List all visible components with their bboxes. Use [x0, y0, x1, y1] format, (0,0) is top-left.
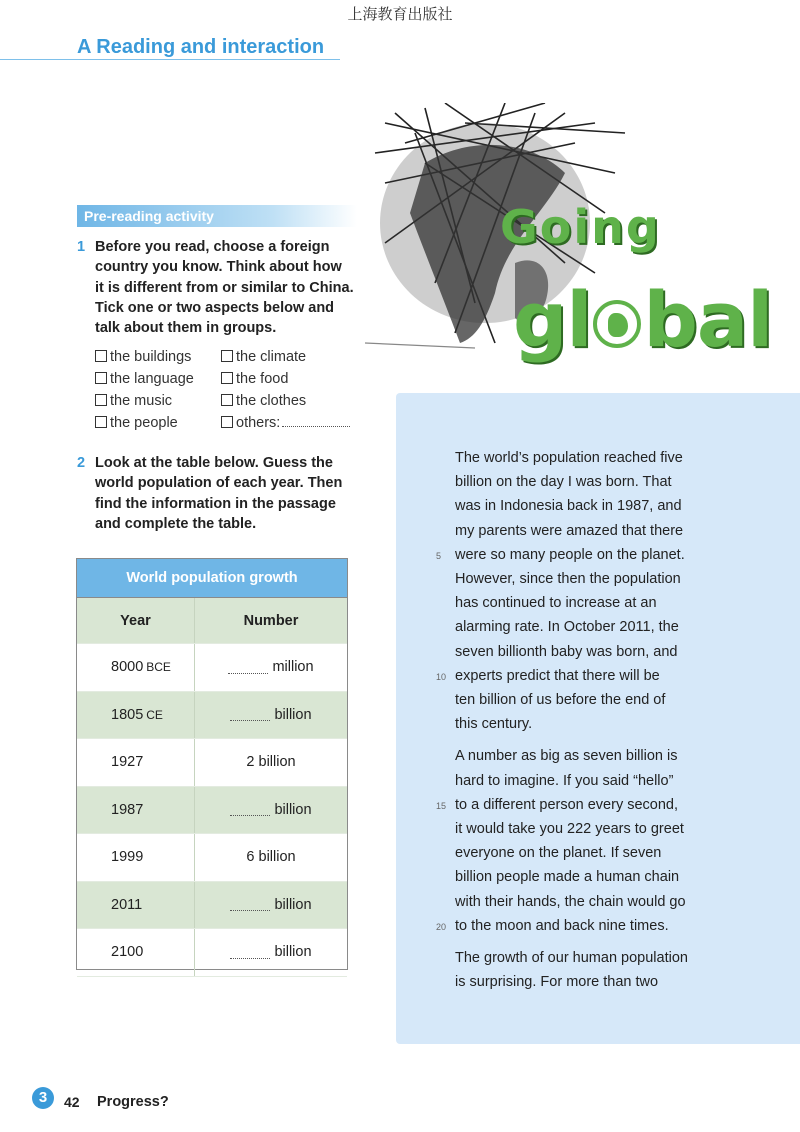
passage: [436, 446, 785, 1002]
number-cell: [195, 787, 347, 834]
question-1: [77, 237, 362, 338]
passage-line: [455, 970, 785, 994]
checkbox-others[interactable]: [221, 415, 350, 431]
question-2-number: 2: [77, 455, 86, 471]
passage-line: [455, 946, 785, 970]
answer-blank[interactable]: [230, 708, 270, 721]
question-1-number: 1: [77, 239, 86, 255]
number-cell: [195, 644, 347, 691]
question-line: Look at the table below. Guess the: [95, 455, 333, 471]
passage-line: [455, 615, 785, 639]
checkbox-climate[interactable]: [221, 349, 306, 365]
checkbox-label: the buildings: [110, 349, 192, 365]
checkbox-label: the people: [110, 415, 178, 431]
question-line: find the information in the passage: [95, 495, 336, 512]
question-line: Before you read, choose a foreign: [95, 239, 330, 255]
passage-paragraph: [436, 744, 785, 938]
passage-line: [455, 567, 785, 591]
table-row: [77, 644, 347, 692]
passage-line: [455, 744, 785, 768]
table-row: [77, 882, 347, 930]
checkbox-label: the food: [236, 371, 289, 387]
year-value: 2100: [111, 944, 144, 961]
question-line: and complete the table.: [95, 515, 257, 532]
unit-label: billion: [274, 706, 312, 723]
checkbox-icon[interactable]: [95, 416, 107, 428]
passage-paragraph: [436, 446, 785, 736]
title-global: [513, 275, 772, 364]
year-value: 1987: [111, 801, 144, 818]
number-cell: [195, 882, 347, 929]
question-line: it is different from or similar to China.: [95, 279, 354, 296]
number-cell: [195, 834, 347, 881]
page-number: 42: [64, 1094, 80, 1110]
checkbox-language[interactable]: [95, 371, 194, 387]
number-cell: [195, 692, 347, 739]
checkbox-food[interactable]: [221, 371, 288, 387]
checkbox-buildings[interactable]: [95, 349, 191, 365]
passage-text: The growth of our human population: [455, 950, 688, 967]
passage-text: A number as big as seven billion is: [455, 748, 678, 765]
title-going: Going: [500, 200, 661, 254]
pre-reading-banner: [77, 205, 357, 227]
passage-line: [455, 769, 785, 793]
passage-line: [455, 688, 785, 712]
passage-paragraph: [455, 946, 785, 994]
section-rule: [0, 59, 340, 60]
answer-blank[interactable]: [230, 898, 270, 911]
year-value: 1927: [111, 754, 144, 771]
title-global-part2: bal: [643, 275, 773, 364]
checkbox-icon[interactable]: [221, 372, 233, 384]
section-title: A Reading and interaction: [77, 36, 325, 58]
year-cell: [77, 644, 195, 691]
number-cell: [195, 739, 347, 786]
table-row: [77, 929, 347, 977]
answer-blank[interactable]: [230, 803, 270, 816]
title-global-part1: gl: [513, 275, 592, 364]
era-label: CE: [146, 707, 163, 722]
question-line: talk about them in groups.: [95, 320, 277, 337]
passage-text: to a different person every second,: [455, 796, 679, 813]
passage-line: [455, 446, 785, 470]
year-cell: [77, 882, 195, 929]
passage-text: hard to imagine. If you said “hello”: [455, 772, 674, 789]
passage-text: seven billionth baby was born, and: [455, 643, 678, 660]
unit-label: billion: [274, 801, 312, 818]
question-line: Tick one or two aspects below and: [95, 299, 335, 316]
checkbox-icon[interactable]: [95, 350, 107, 362]
checkbox-people[interactable]: [95, 415, 178, 431]
unit-label: million: [272, 659, 314, 676]
table-row: [77, 692, 347, 740]
checkbox-icon[interactable]: [95, 394, 107, 406]
checkbox-label: the music: [110, 393, 173, 409]
year-cell: [77, 692, 195, 739]
passage-line: [455, 519, 785, 543]
passage-line: [455, 640, 785, 664]
line-number: 15: [436, 800, 447, 811]
number-value: 6 billion: [246, 849, 296, 866]
checkbox-icon[interactable]: [221, 350, 233, 362]
passage-line: [455, 817, 785, 841]
passage-text: has continued to increase at an: [455, 595, 657, 612]
passage-line: [455, 470, 785, 494]
unit-label: billion: [274, 896, 312, 913]
question-line: country you know. Think about how: [95, 259, 342, 276]
table-row: [77, 787, 347, 835]
line-number: 5: [436, 550, 442, 561]
line-number: 10: [436, 671, 447, 682]
passage-text: was in Indonesia back in 1987, and: [455, 498, 682, 515]
unit-title: Progress?: [97, 1094, 169, 1110]
table-row: [77, 739, 347, 787]
year-cell: [77, 929, 195, 976]
passage-text: is surprising. For more than two: [455, 974, 659, 991]
passage-text: this century.: [455, 716, 533, 733]
year-cell: [77, 739, 195, 786]
unit-label: billion: [274, 944, 312, 961]
passage-text: billion people made a human chain: [455, 869, 680, 886]
passage-line: [455, 591, 785, 615]
col-number-header: Number: [243, 612, 299, 629]
table-header-row: [77, 598, 347, 644]
table-title: World population growth: [77, 559, 347, 598]
passage-line: [455, 865, 785, 889]
passage-line: [455, 494, 785, 518]
answer-blank[interactable]: [230, 946, 270, 959]
question-2: [77, 453, 362, 534]
passage-line: [455, 841, 785, 865]
checkbox-clothes[interactable]: [221, 393, 306, 409]
population-table: [76, 558, 348, 970]
globe-o-icon: [593, 300, 641, 348]
year-value: 8000: [111, 659, 144, 676]
year-value: 1805: [111, 706, 144, 723]
passage-text: The world’s population reached five: [455, 450, 683, 466]
era-label: BCE: [146, 660, 171, 675]
number-cell: [195, 929, 347, 976]
passage-text: alarming rate. In October 2011, the: [455, 619, 679, 636]
passage-line: [436, 793, 785, 817]
table-row: [77, 834, 347, 882]
passage-text: ten billion of us before the end of: [455, 692, 666, 709]
passage-text: billion on the day I was born. That: [455, 474, 672, 491]
passage-line: [455, 712, 785, 736]
year-value: 2011: [111, 896, 143, 913]
passage-text: However, since then the population: [455, 571, 681, 588]
passage-line: [436, 914, 785, 938]
others-blank[interactable]: [282, 426, 350, 427]
passage-text: were so many people on the planet.: [455, 546, 685, 563]
publisher-header: 上海教育出版社: [347, 5, 453, 23]
checkbox-music[interactable]: [95, 393, 172, 409]
checkbox-label: the clothes: [236, 393, 307, 409]
year-value: 1999: [111, 849, 144, 866]
passage-text: everyone on the planet. If seven: [455, 845, 662, 862]
answer-blank[interactable]: [228, 661, 268, 674]
checkbox-label: the climate: [236, 349, 307, 365]
line-number: 20: [436, 921, 447, 932]
year-cell: [77, 834, 195, 881]
unit-badge: 3: [32, 1087, 54, 1109]
year-cell: [77, 787, 195, 834]
checkbox-icon[interactable]: [95, 372, 107, 384]
checkbox-label: others:: [236, 415, 281, 431]
checkbox-label: the language: [110, 371, 194, 387]
checkbox-icon[interactable]: [221, 394, 233, 406]
checkbox-icon[interactable]: [221, 416, 233, 428]
passage-line: [436, 543, 785, 567]
passage-text: with their hands, the chain would go: [455, 893, 686, 910]
col-year-header: Year: [77, 598, 195, 643]
passage-text: my parents were amazed that there: [455, 522, 684, 539]
pre-reading-label: Pre-reading activity: [84, 208, 214, 224]
passage-line: [455, 890, 785, 914]
passage-text: experts predict that there will be: [455, 667, 660, 684]
passage-line: [436, 664, 785, 688]
number-value: 2 billion: [246, 754, 296, 771]
question-line: world population of each year. Then: [95, 475, 343, 492]
passage-text: it would take you 222 years to greet: [455, 821, 684, 838]
passage-text: to the moon and back nine times.: [455, 917, 669, 934]
